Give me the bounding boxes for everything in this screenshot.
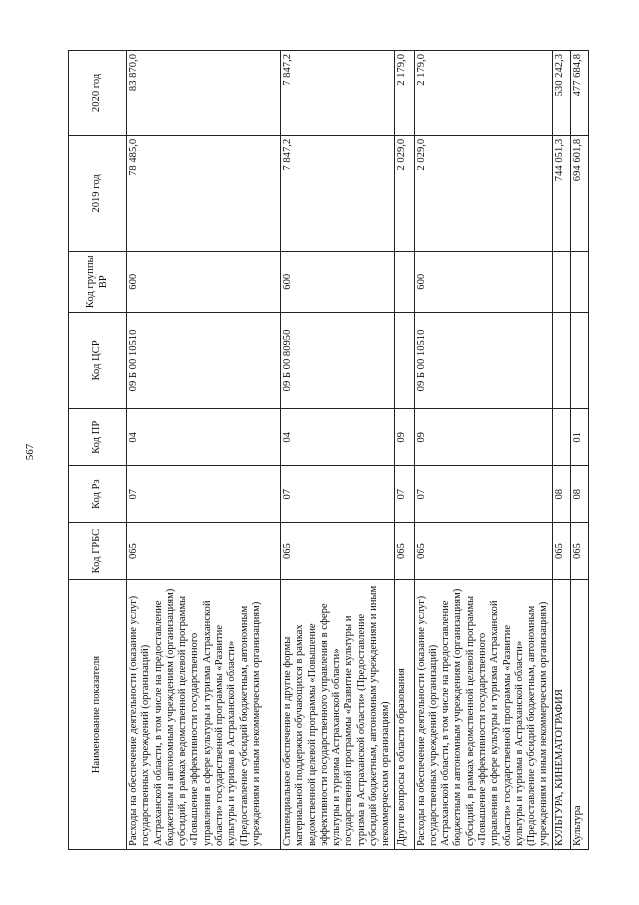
- row-2019: 78 485,0: [127, 135, 281, 251]
- table-row: [570, 51, 588, 850]
- row-pr: [552, 409, 570, 466]
- row-grbs: 065: [281, 523, 395, 580]
- row-vr: [552, 252, 570, 313]
- row-name: Культура: [570, 580, 588, 850]
- row-pr: 04: [127, 409, 281, 466]
- header-rz: Код Рз: [69, 466, 127, 523]
- row-vr: [394, 252, 414, 313]
- table-row: [127, 51, 281, 850]
- row-grbs: 065: [570, 523, 588, 580]
- page-number: 567: [24, 443, 36, 461]
- row-2019: 694 601,8: [570, 135, 588, 251]
- row-vr: 600: [127, 252, 281, 313]
- header-vr: Код группы ВР: [69, 252, 127, 313]
- row-name: Расходы на обеспечение деятельности (оказание услуг) государственных учреждений (организаций) Астраханской области, в том числе на предоставление бюджетным и автономным учреждениям (организациям) субсидий, в рамках ведомственной целевой программы «Повышение эффективности государственного управления в сфере культуры и туризма Астраханской области» государственной программы «Развитие культуры и туризма в Астраханской области» (Предоставление субсидий бюджетным, автономным учреждениям и иным некоммерческим организациям): [414, 580, 552, 850]
- row-2020: 2 179,0: [414, 51, 552, 136]
- row-2019: 744 051,3: [552, 135, 570, 251]
- row-pr: 04: [281, 409, 395, 466]
- header-2020: 2020 год: [69, 51, 127, 136]
- row-grbs: 065: [394, 523, 414, 580]
- row-2020: 7 847,2: [281, 51, 395, 136]
- row-pr: 01: [570, 409, 588, 466]
- row-rz: 08: [552, 466, 570, 523]
- row-name: Расходы на обеспечение деятельности (оказание услуг) государственных учреждений (организаций) Астраханской области, в том числе на предоставление бюджетным и автономным учреждениям (организациям) субсидий, в рамках ведомственной целевой программы «Повышение эффективности государственного управления в сфере культуры и туризма Астраханской области» государственной программы «Развитие культуры и туризма в Астраханской области» (Предоставление субсидий бюджетным, автономным учреждениям и иным некоммерческим организациям): [127, 580, 281, 850]
- row-name: КУЛЬТУРА, КИНЕМАТОГРАФИЯ: [552, 580, 570, 850]
- row-csr: [394, 312, 414, 409]
- header-grbs: Код ГРБС: [69, 523, 127, 580]
- header-row: [69, 51, 127, 850]
- row-2019: 2 029,0: [414, 135, 552, 251]
- row-2020: 477 684,8: [570, 51, 588, 136]
- table-row: [281, 51, 395, 850]
- row-2019: 7 847,2: [281, 135, 395, 251]
- row-grbs: 065: [127, 523, 281, 580]
- row-csr: 09 Б 00 10510: [127, 312, 281, 409]
- header-pr: Код ПР: [69, 409, 127, 466]
- table-row: [552, 51, 570, 850]
- row-pr: 09: [394, 409, 414, 466]
- row-csr: 09 Б 00 10510: [414, 312, 552, 409]
- budget-table-rotated: [68, 50, 585, 850]
- row-rz: 07: [281, 466, 395, 523]
- row-grbs: 065: [414, 523, 552, 580]
- table-row: [414, 51, 552, 850]
- row-grbs: 065: [552, 523, 570, 580]
- row-name: Стипендиальное обеспечение и другие формы материальной поддержки обучающихся в рамках ведомственной целевой программы «Повышение эффективности государственного управления в сфере культуры и туризма Астраханской области» государственной программы «Развитие культуры и туризма в Астраханской области» (Предоставление субсидий бюджетным, автономным учреждениям и иным некоммерческим организациям): [281, 580, 395, 850]
- row-rz: 07: [414, 466, 552, 523]
- row-rz: 07: [394, 466, 414, 523]
- row-csr: [570, 312, 588, 409]
- row-pr: 09: [414, 409, 552, 466]
- row-2020: 2 179,0: [394, 51, 414, 136]
- row-rz: 08: [570, 466, 588, 523]
- row-2020: 530 242,3: [552, 51, 570, 136]
- row-vr: [570, 252, 588, 313]
- row-vr: 600: [281, 252, 395, 313]
- header-name: Наименование показателя: [69, 580, 127, 850]
- row-name: Другие вопросы в области образования: [394, 580, 414, 850]
- row-csr: [552, 312, 570, 409]
- row-rz: 07: [127, 466, 281, 523]
- row-2020: 83 870,0: [127, 51, 281, 136]
- header-2019: 2019 год: [69, 135, 127, 251]
- row-csr: 09 Б 00 80950: [281, 312, 395, 409]
- row-2019: 2 029,0: [394, 135, 414, 251]
- header-csr: Код ЦСР: [69, 312, 127, 409]
- table-row: [394, 51, 414, 850]
- row-vr: 600: [414, 252, 552, 313]
- budget-table: [68, 50, 589, 850]
